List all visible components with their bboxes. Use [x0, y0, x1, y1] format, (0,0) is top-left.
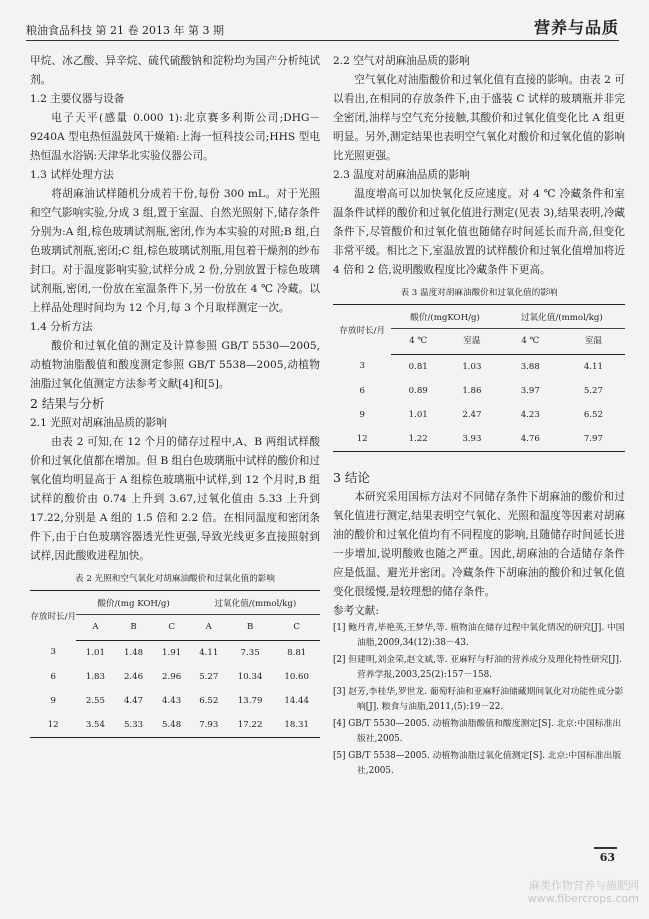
table-3-time-header: 存放时长/月 [333, 305, 391, 355]
table-cell: 7.93 [191, 713, 227, 738]
table-2-time-header: 存放时长/月 [30, 591, 76, 641]
table-3-subheader: 室温 [445, 329, 499, 355]
table-row [30, 665, 320, 689]
header-rule [26, 40, 619, 41]
table-row [30, 713, 320, 738]
table-2-pov-header: 过氧化值/(mmol/kg) [191, 591, 320, 615]
table-row [333, 379, 625, 403]
table-cell: 17.22 [227, 713, 274, 738]
watermark-name: 麻类作物营养与施肥网 [529, 879, 639, 892]
table-3-caption: 表 3 温度对胡麻油酸价和过氧化值的影响 [400, 288, 558, 298]
references-list [333, 621, 625, 779]
table-cell: 10.34 [237, 671, 263, 682]
table-row [30, 641, 320, 666]
table-2-subheader: C [153, 615, 191, 641]
table-cell: 5.27 [199, 671, 219, 682]
table-row [333, 427, 625, 452]
table-cell: 1.22 [391, 427, 445, 452]
reference-item: [4] GB/T 5530—2005. 动植物油脂酸值和酸度测定[S]. 北京:中国标准出版社,2005. [333, 719, 622, 744]
table-cell: 3.97 [520, 385, 540, 396]
right-column [333, 52, 625, 781]
section-2-heading: 2 结果与分析 [30, 396, 105, 411]
table-cell: 2.55 [85, 695, 105, 706]
table-2-caption: 表 2 光照和空气氧化对胡麻油酸价和过氧化值的影响 [75, 574, 275, 584]
table-cell: 4.47 [123, 695, 144, 706]
table-cell: 13.79 [237, 695, 263, 706]
section-1-4-heading: 1.4 分析方法 [30, 321, 93, 333]
table-cell: 9 [50, 695, 56, 706]
section-1-2-heading: 1.2 主要仪器与设备 [30, 93, 125, 105]
watermark [528, 879, 639, 905]
table-2-subheader: A [76, 615, 114, 641]
table-cell: 5.33 [114, 713, 152, 738]
table-cell: 12 [333, 427, 391, 452]
section-2-2-heading: 2.2 空气对胡麻油品质的影响 [333, 55, 470, 67]
watermark-url: www.fibercrops.com [527, 892, 639, 905]
running-header [26, 10, 619, 44]
table-2-subheader: A [191, 615, 227, 641]
table-cell: 1.01 [408, 409, 428, 420]
table-cell: 18.31 [273, 713, 320, 738]
table-row [30, 689, 320, 713]
table-cell: 8.81 [287, 647, 307, 658]
section-3-heading: 3 结论 [333, 470, 370, 485]
section-2-1-body: 由表 2 可知,在 12 个月的储存过程中,A、B 两组试样酸价和过氧化值都在增加。但 B 组白色玻璃瓶中试样的酸价和过氧化值均明显高于 A 组棕色玻璃瓶中试样,到 12 个月时,B 组试样的酸价由 0.74 上升到 3.67,过氧化值由 5.33 上升到 17.22,分别是 A 组的 1.5 倍和 2.2 倍。在相同温度和密闭条件下,由于白色玻璃容器透光性更强,导致光线更多直接照射到试样,因此酸败进程加快。 [30, 436, 320, 562]
table-2-subheader: C [273, 615, 320, 641]
table-cell: 3 [359, 361, 365, 372]
table-cell: 3.54 [76, 713, 114, 738]
table-cell: 5.48 [153, 713, 191, 738]
table-3-acid-header: 酸价/(mgKOH/g) [391, 305, 498, 329]
table-cell: 3.93 [445, 427, 499, 452]
table-row [333, 355, 625, 380]
table-cell: 9 [359, 409, 365, 420]
reference-item: [3] 赵芳,李桂华,罗世龙. 葡萄籽油和亚麻籽油储藏期间氧化对功能性成分影响[J]. 粮食与油脂,2011,(5):19－22. [333, 687, 624, 712]
table-cell: 6.52 [199, 695, 219, 706]
table-2 [30, 590, 320, 738]
table-cell: 7.97 [562, 427, 625, 452]
journal-info: 粮油食品科技 第 21 卷 2013 年 第 3 期 [26, 24, 224, 37]
table-cell: 6 [359, 385, 365, 396]
references-heading: 参考文献: [333, 605, 379, 617]
table-row [333, 403, 625, 427]
table-2-subheader: B [114, 615, 152, 641]
left-column [30, 52, 320, 738]
table-cell: 7.35 [240, 647, 260, 658]
page-number: 63 [594, 847, 617, 864]
table-cell: 1.86 [462, 385, 482, 396]
table-cell: 10.60 [284, 671, 309, 682]
section-1-3-body: 将胡麻油试样随机分成若干份,每份 300 mL。对于光照和空气影响实验,分成 3 组,置于室温、自然光照射下,储存条件分别为:A 组,棕色玻璃试剂瓶,密闭,作为本实验的对照;B 组,白色玻璃试剂瓶,密闭;C 组,棕色玻璃试剂瓶,用包着干燥剂的纱布封口。对于温度影响实验,试样分成 2 份,分别放置于棕色玻璃试剂瓶,密闭,一份放在室温条件下,另一份放在 4 ℃ 冷藏。以上样品处理时间均为 12 个月,每 3 个月取样测定一次。 [30, 188, 320, 314]
table-3-subheader: 4 ℃ [391, 329, 445, 355]
table-cell: 4.11 [199, 647, 219, 658]
reference-item: [2] 但建明,刘金荣,赵文斌,等. 亚麻籽与籽油的营养成分及理化特性研究[J]. 营养学报,2003,25(2):157－158. [333, 655, 622, 680]
table-3-subheader: 室温 [562, 329, 625, 355]
table-cell: 14.44 [284, 695, 309, 706]
table-cell: 1.48 [123, 647, 144, 658]
table-cell: 2.47 [462, 409, 482, 420]
table-cell: 0.81 [408, 361, 428, 372]
table-cell: 5.27 [583, 385, 603, 396]
section-title: 营养与品质 [533, 18, 619, 37]
table-3-subheader: 4 ℃ [499, 329, 562, 355]
table-cell: 1.01 [85, 647, 105, 658]
section-2-3-heading: 2.3 温度对胡麻油品质的影响 [333, 169, 470, 181]
table-cell: 6.52 [583, 409, 603, 420]
table-2-subheader: B [227, 615, 274, 641]
table-cell: 4.76 [499, 427, 562, 452]
table-cell: 1.91 [162, 647, 182, 658]
section-2-2-body: 空气氧化对油脂酸价和过氧化值有直接的影响。由表 2 可以看出,在相同的存放条件下,由于盛装 C 试样的玻璃瓶并非完全密闭,油样与空气充分接触,其酸价和过氧化值变化比 A 组更明显。另外,测定结果也表明空气氧化对酸价和过氧化值的影响比光照更强。 [333, 74, 625, 162]
table-2-acid-header: 酸价/(mg KOH/g) [76, 591, 190, 615]
table-cell: 4.43 [162, 695, 182, 706]
table-cell: 3 [50, 647, 56, 658]
intro-paragraph: 甲烷、冰乙酸、异辛烷、硫代硫酸钠和淀粉均为国产分析纯试剂。 [30, 55, 320, 86]
section-1-3-heading: 1.3 试样处理方法 [30, 169, 114, 181]
table-cell: 1.83 [85, 671, 105, 682]
section-1-2-body: 电子天平(感量 0.000 1):北京赛多利斯公司;DHG－9240A 型电热恒温鼓风干燥箱:上海一恒科技公司;HHS 型电热恒温水浴锅:天津华北实验仪器公司。 [30, 112, 320, 162]
table-cell: 1.03 [462, 361, 482, 372]
section-2-1-heading: 2.1 光照对胡麻油品质的影响 [30, 417, 167, 429]
table-cell: 4.11 [583, 361, 603, 372]
table-3 [333, 304, 625, 452]
table-3-pov-header: 过氧化值/(mmol/kg) [499, 305, 625, 329]
section-3-body: 本研究采用国标方法对不同储存条件下胡麻油的酸价和过氧化值进行测定,结果表明空气氧化、光照和温度等因素对胡麻油的酸价和过氧化值均有不同程度的影响,且随储存时间延长进一步增加,说明酸败也随之严重。因此,胡麻油的合适储存条件应是低温、避光并密闭。冷藏条件下胡麻油的酸价和过氧化值变化很缓慢,是较理想的储存条件。 [333, 491, 625, 598]
table-cell: 0.89 [408, 385, 428, 396]
table-cell: 2.46 [123, 671, 144, 682]
table-cell: 3.88 [520, 361, 540, 372]
table-cell: 4.23 [520, 409, 540, 420]
table-cell: 2.96 [162, 671, 182, 682]
section-1-4-body: 酸价和过氧化值的测定及计算参照 GB/T 5530—2005,动植物油脂酸值和酸度测定参照 GB/T 5538—2005,动植物油脂过氧化值测定方法参考文献[4]和[5]。 [30, 340, 320, 390]
table-cell: 12 [30, 713, 76, 738]
table-cell: 6 [50, 671, 56, 682]
reference-item: [5] GB/T 5538—2005. 动植物油脂过氧化值测定[S]. 北京:中国标准出版社,2005. [333, 751, 622, 776]
section-2-3-body: 温度增高可以加快氧化反应速度。对 4 ℃ 冷藏条件和室温条件试样的酸价和过氧化值进行测定(见表 3),结果表明,冷藏条件下,尽管酸价和过氧化值也随储存时间延长而升高,但变化非常平缓。相比之下,室温放置的试样酸价和过氧化值增加将近 4 倍和 2 倍,说明酸败程度比冷藏条件下更高。 [333, 188, 625, 276]
reference-item: [1] 鲍丹青,毕艳英,王梦华,等. 植物油在储存过程中氧化情况的研究[J]. 中国油脂,2009,34(12):38－43. [333, 623, 625, 648]
